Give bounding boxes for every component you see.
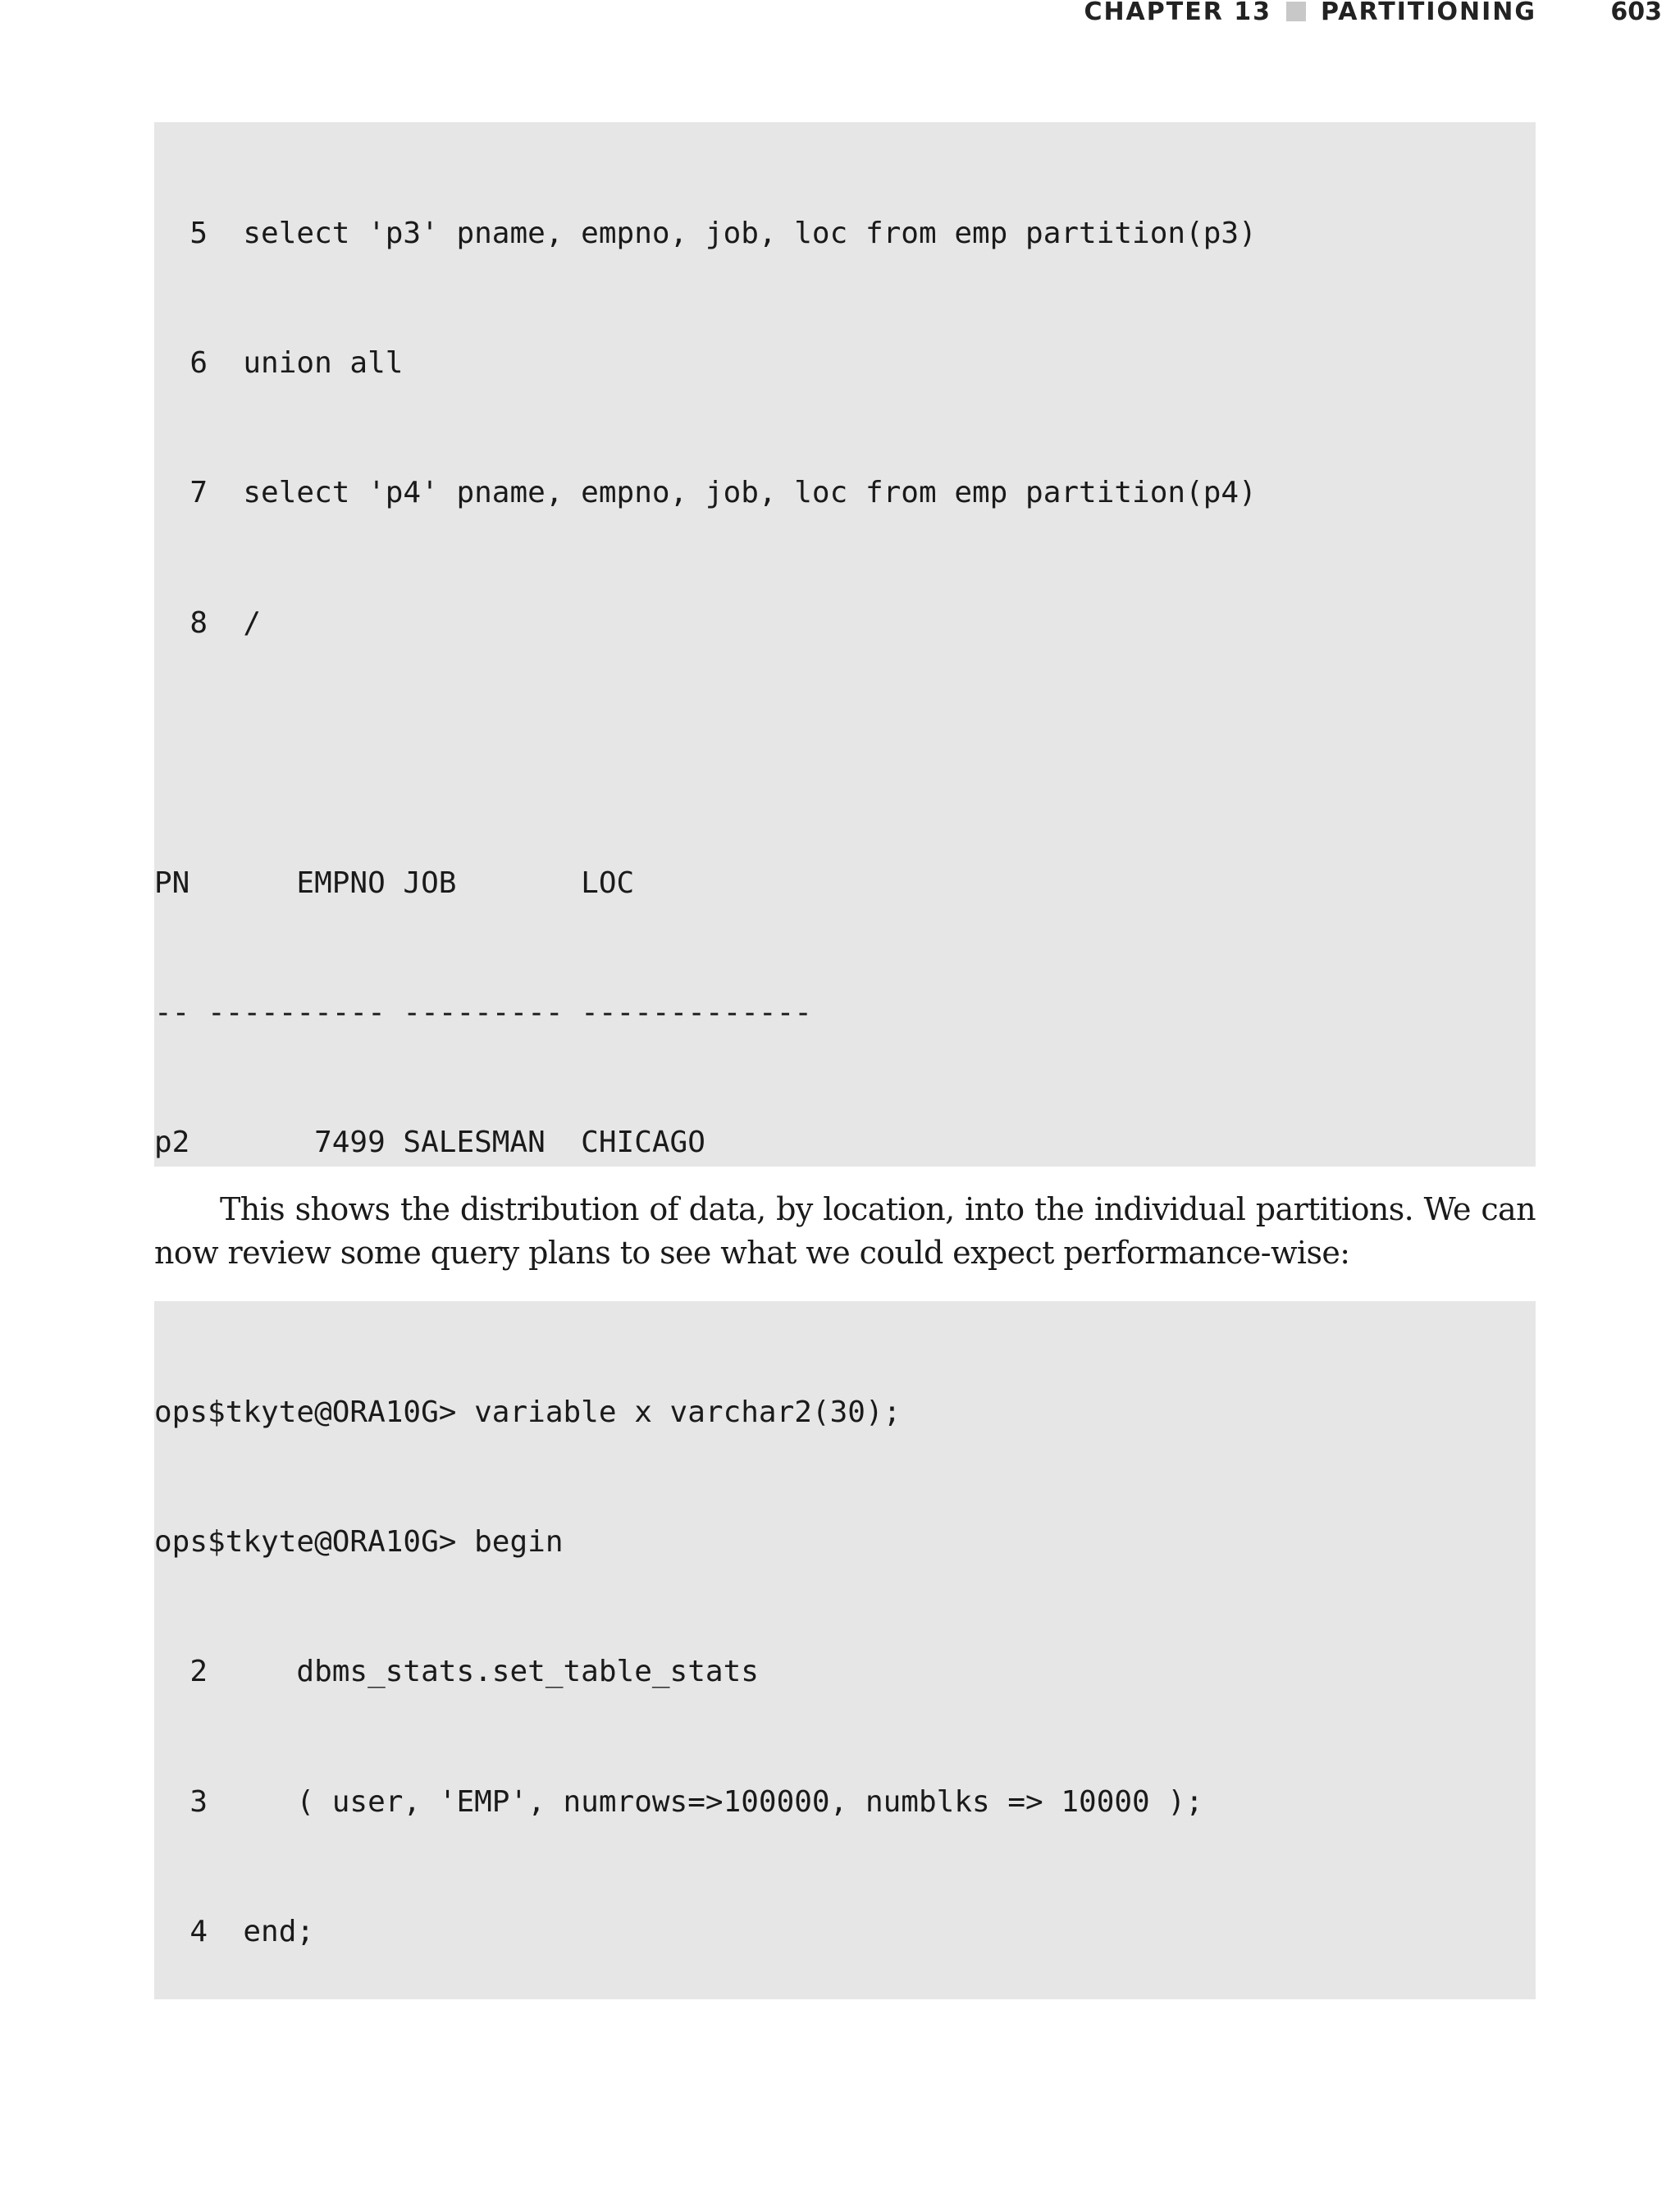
code-line: 8 / (154, 605, 262, 640)
code-line: 6 union all (154, 345, 404, 380)
code-line (154, 732, 1536, 775)
code-line: ops$tkyte@ORA10G> variable x varchar2(30); (154, 1395, 902, 1429)
code-line: 3 ( user, 'EMP', numrows=>100000, numblks => 10000 ); (154, 1784, 1203, 1819)
result-row: p2 7499 SALESMAN CHICAGO (154, 1126, 705, 1160)
chapter-title (1084, 0, 1536, 25)
page-number: 603 (1610, 0, 1662, 26)
code-line: 7 select 'p4' pname, empno, job, loc from emp partition(p4) (154, 476, 1257, 510)
separator-square-icon (1286, 2, 1306, 21)
code-line: 2 dbms_stats.set_table_stats (154, 1655, 759, 1689)
section-label: PARTITIONING (1321, 0, 1536, 26)
result-column-headers: PN EMPNO JOB LOC (154, 866, 635, 900)
chapter-label: CHAPTER 13 (1084, 0, 1272, 26)
code-listing-explain-plan (154, 1301, 1536, 1999)
body-paragraph: This shows the distribution of data, by location, into the individual partitions. We can now review some query plans to see what we could expect performance-wise: (154, 1191, 1536, 1271)
running-header (0, 0, 1680, 33)
code-line: 4 end; (154, 1915, 315, 1949)
code-listing-query-output (154, 122, 1536, 1167)
code-line: 5 select 'p3' pname, empno, job, loc from emp partition(p3) (154, 216, 1257, 250)
code-line: ops$tkyte@ORA10G> begin (154, 1524, 564, 1559)
result-column-underline: -- ---------- --------- ------------- (154, 995, 812, 1030)
